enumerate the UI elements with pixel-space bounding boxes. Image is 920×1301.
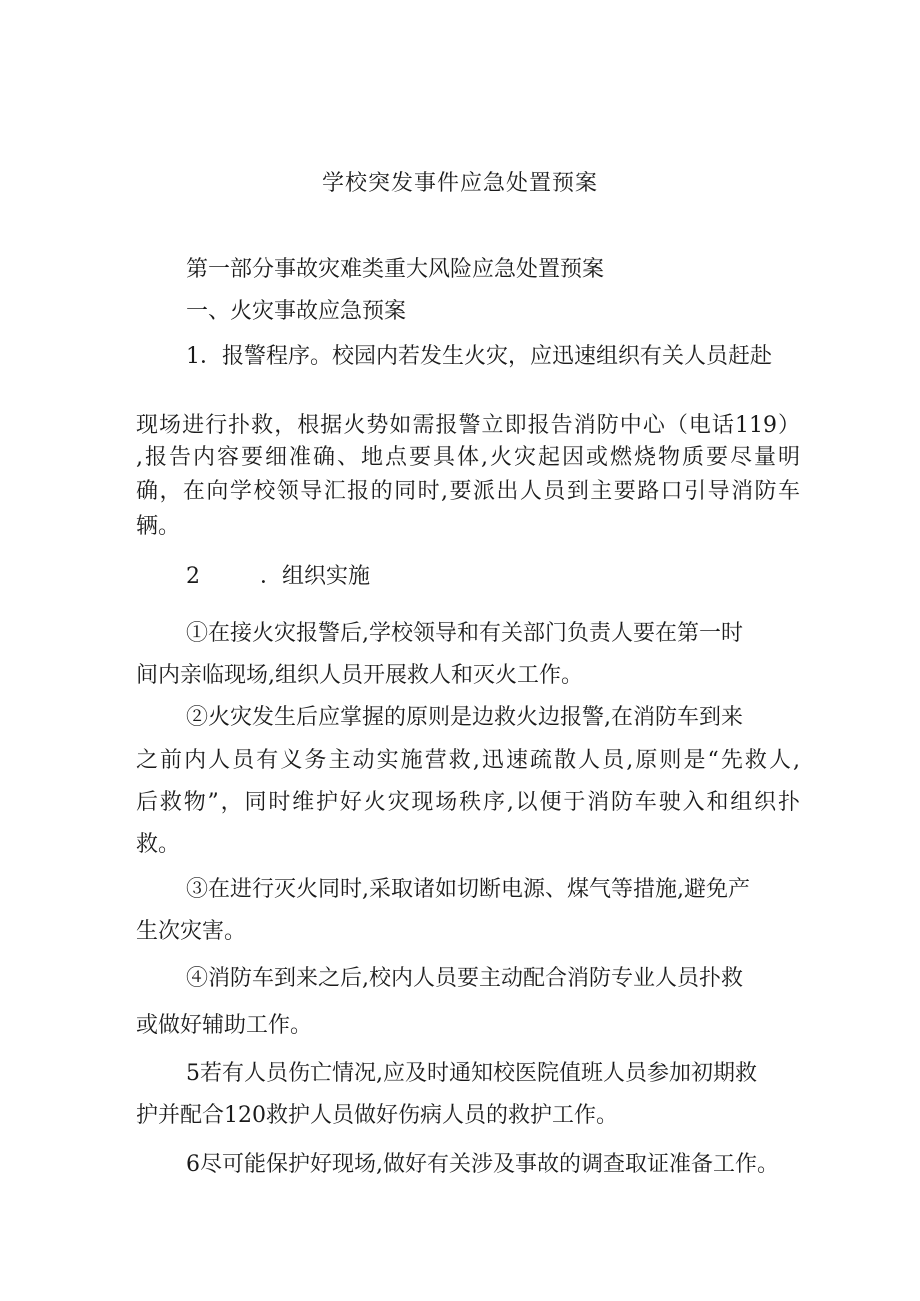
item-number: 2 — [186, 564, 200, 589]
paragraph-line: 确，在向学校领导汇报的同时,要派出人员到主要路口引导消防车 — [136, 479, 800, 504]
paragraph-line: 或做好辅助工作。 — [136, 1013, 313, 1038]
paragraph-line: ,报告内容要细准确、地点要具体,火灾起因或燃烧物质要尽量明 — [136, 445, 800, 470]
section-heading: 一、火灾事故应急预案 — [186, 299, 407, 324]
paragraph-line: ②火灾发生后应掌握的原则是边救火边报警,在消防车到来 — [186, 705, 743, 730]
paragraph-line: 间内亲临现场,组织人员开展救人和灭火工作。 — [136, 663, 583, 688]
paragraph-line: 1．报警程序。校园内若发生火灾，应迅速组织有关人员赶赴 — [186, 344, 772, 369]
paragraph-line: 救。 — [136, 832, 181, 857]
paragraph-line: 护并配合120救护人员做好伤病人员的救护工作。 — [136, 1103, 618, 1128]
paragraph-line: 5若有人员伤亡情况,应及时通知校医院值班人员参加初期救 — [186, 1061, 757, 1086]
paragraph-line: ③在进行灭火同时,采取诸如切断电源、煤气等措施,避免产 — [186, 877, 750, 902]
paragraph-line: 6尽可能保护好现场,做好有关涉及事故的调查取证准备工作。 — [186, 1152, 779, 1177]
paragraph-line: ①在接火灾报警后,学校领导和有关部门负责人要在第一时 — [186, 621, 743, 646]
part-heading: 第一部分事故灾难类重大风险应急处置预案 — [186, 257, 605, 282]
paragraph-line: 辆。 — [136, 514, 181, 539]
paragraph-line: 生次灾害。 — [136, 919, 247, 944]
item-text: ．组织实施 — [260, 564, 371, 589]
paragraph-line: 现场进行扑救，根据火势如需报警立即报告消防中心（电话119） — [136, 413, 800, 438]
paragraph-organize-heading — [186, 563, 370, 591]
paragraph-line: 后救物”，同时维护好火灾现场秩序,以便于消防车驶入和组织扑 — [136, 790, 800, 815]
paragraph-line: ④消防车到来之后,校内人员要主动配合消防专业人员扑救 — [186, 966, 743, 991]
document-title: 学校突发事件应急处置预案 — [321, 171, 598, 196]
paragraph-line: 之前内人员有义务主动实施营救,迅速疏散人员,原则是“先救人, — [136, 748, 800, 773]
